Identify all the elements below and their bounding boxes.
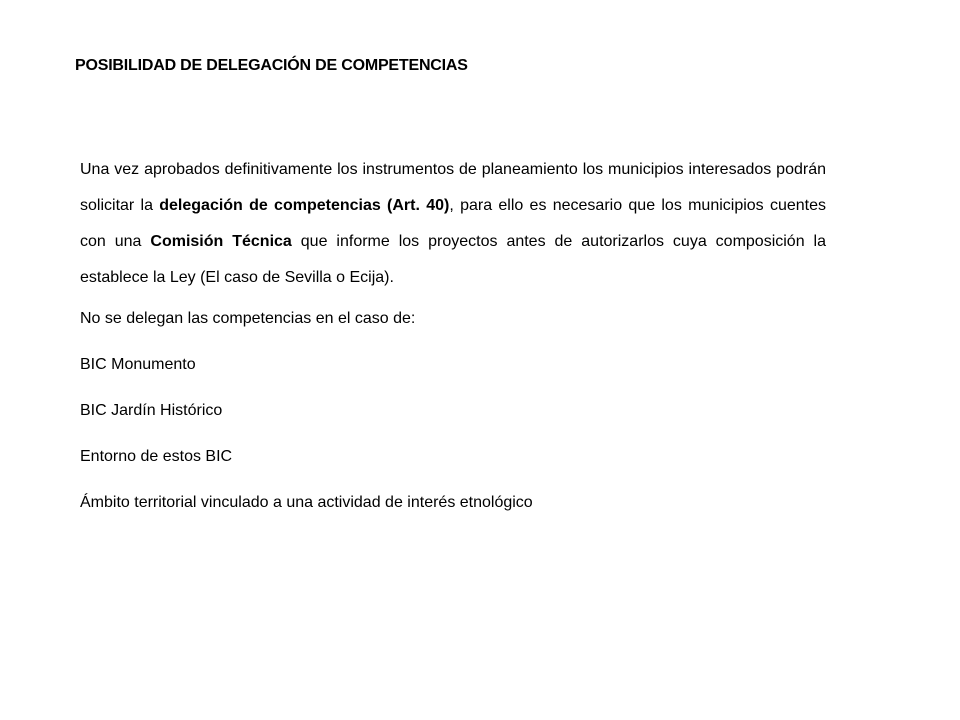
- paragraph-bold-delegacion: delegación de competencias (Art. 40): [159, 197, 450, 214]
- main-paragraph: [80, 152, 826, 296]
- list-item: BIC Jardín Histórico: [80, 402, 223, 419]
- intro-line: No se delegan las competencias en el caso de:: [80, 310, 416, 327]
- paragraph-text-3: que informe los proyectos antes de autorizarlos cuya composición la establece la Ley (El caso de Sevilla o Ecija).: [80, 233, 827, 286]
- paragraph-bold-comision: Comisión Técnica: [150, 233, 292, 250]
- paragraph-text-2: , para ello es necesario que los municipios cuentes con una: [80, 197, 827, 250]
- list-item: Entorno de estos BIC: [80, 448, 233, 465]
- slide-body: [80, 152, 826, 531]
- slide-title: POSIBILIDAD DE DELEGACIÓN DE COMPETENCIAS: [75, 57, 468, 74]
- paragraph-text-1: Una vez aprobados definitivamente los instrumentos de planeamiento los municipios interesados podrán solicitar la: [80, 161, 826, 214]
- list-item: BIC Monumento: [80, 356, 196, 373]
- list-item: Ámbito territorial vinculado a una actividad de interés etnológico: [80, 494, 533, 511]
